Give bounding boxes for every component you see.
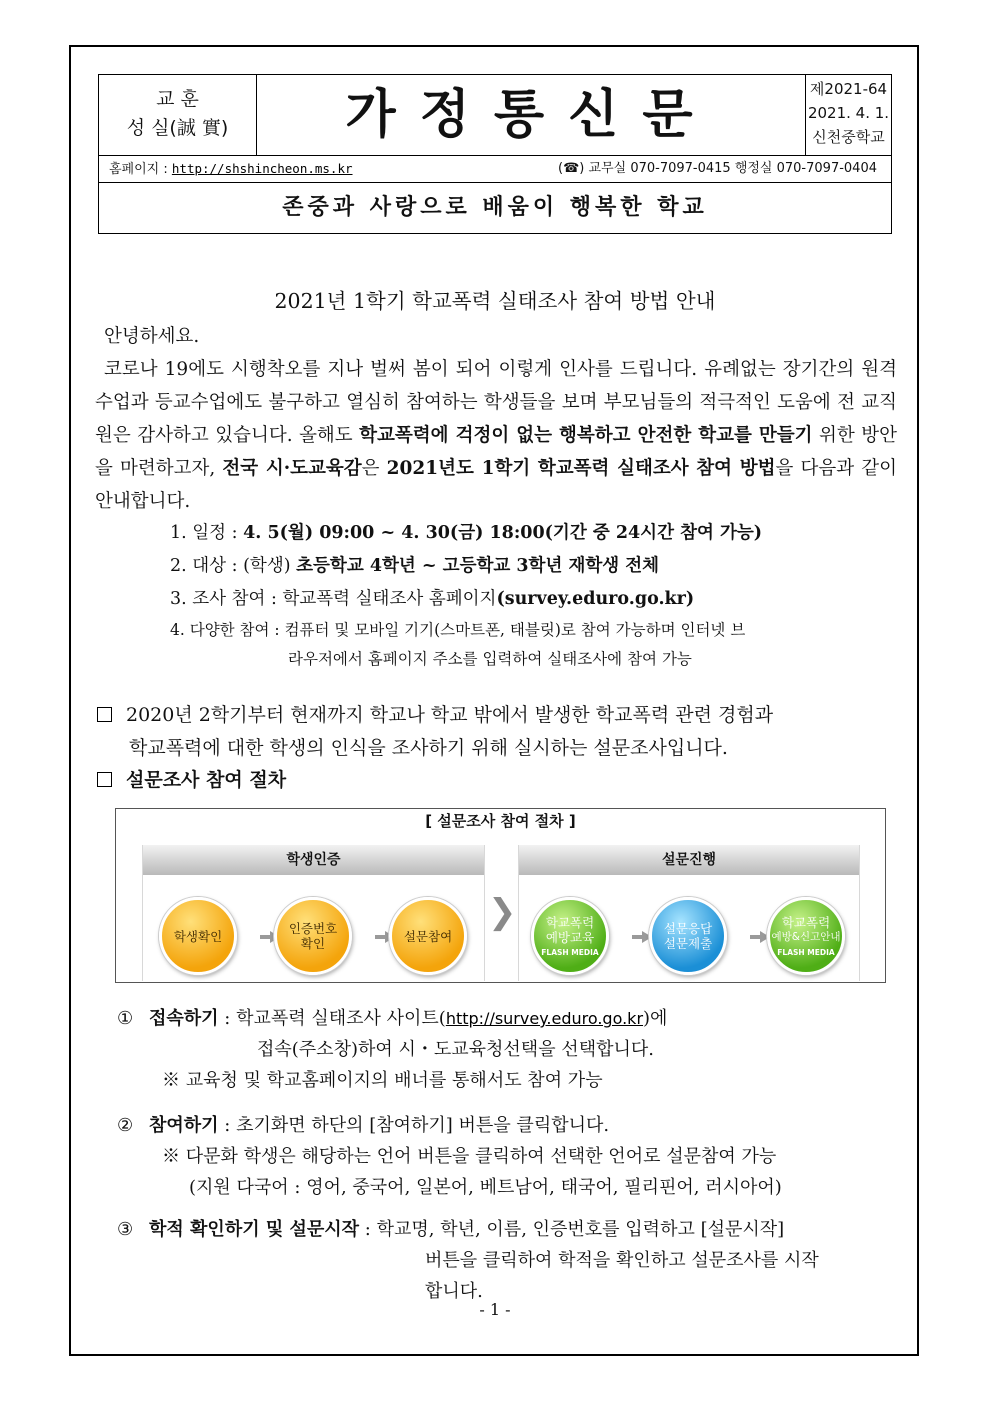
page-number: - 1 - — [479, 1300, 511, 1319]
chevron-right-icon: ❯ — [488, 892, 517, 932]
stage-survey-progress — [518, 845, 860, 981]
step-text: 접속(주소창)하여 시・도교육청선택을 선택합니다. — [257, 1039, 654, 1060]
step-prevention-education — [531, 897, 609, 975]
step-label: 인증번호 — [288, 921, 338, 936]
stage-label: 학생인증 — [143, 845, 484, 875]
list-item-devices-cont — [170, 645, 890, 674]
step-report-guide — [767, 897, 845, 975]
step-label: 학교폭력 — [781, 914, 831, 930]
phone-numbers: (☎) 교무실 070-7097-0415 행정실 070-7097-0404 — [558, 161, 877, 176]
step-text: : 학교명, 학년, 이름, 인증번호를 입력하고 [설문시작] — [359, 1219, 785, 1240]
step-label: 설문응답 — [663, 921, 713, 936]
stage-label: 설문진행 — [519, 845, 859, 875]
motto-value: 성 실(誠 實) — [126, 117, 229, 139]
step-student-check — [159, 897, 237, 975]
flash-media-label: FLASH MEDIA — [777, 947, 835, 957]
item-value: 4. 5(월) 09:00 ~ 4. 30(금) 18:00(기간 중 24시간 참여 가능) — [243, 523, 763, 543]
step-text: 합니다. — [425, 1281, 483, 1302]
intro-paragraph — [95, 353, 897, 518]
stage-student-auth — [142, 845, 485, 981]
step-label: 예방교육 — [545, 929, 595, 945]
homepage-link[interactable]: http://shshincheon.ms.kr — [171, 161, 353, 176]
step-label: 학생확인 — [173, 928, 223, 944]
homepage — [109, 156, 353, 182]
contact-bar — [99, 155, 891, 183]
intro-text-1: 코로나 19에도 시행착오를 지나 벌써 봄이 되어 이렇게 인사를 드립니다. 유례없는 장기간의 원격수업과 등교수업에도 불구하고 열심히 참여하는 학생들을 보며 부모님들의 적극적인 도움에 전 교직원은 감사하고 있습니다. 올해도 — [95, 359, 897, 446]
item-label: 1. 일정 : — [170, 523, 244, 543]
item-value: (survey.eduro.go.kr) — [496, 589, 695, 609]
flash-media-label: FLASH MEDIA — [541, 947, 599, 957]
desc-line-1: 2020년 2학기부터 현재까지 학교나 학교 밖에서 발생한 학교폭력 관련 경험과 — [126, 704, 774, 726]
issue-number: 제2021-64 — [809, 80, 888, 98]
diagram-title: [ 설문조사 참여 절차 ] — [425, 812, 576, 830]
school-motto — [99, 75, 257, 155]
step-survey-submit — [649, 897, 727, 975]
step-number: ① — [117, 1008, 134, 1029]
checkbox-icon — [97, 707, 112, 722]
desc-line-2: 학교폭력에 대한 학생의 인식을 조사하기 위해 실시하는 설문조사입니다. — [129, 737, 728, 759]
step-access — [117, 1003, 907, 1096]
step-text: 버튼을 클릭하여 학적을 확인하고 설문조사를 시작 — [425, 1250, 819, 1271]
step-label: 확인 — [300, 936, 326, 951]
step-participate — [117, 1110, 907, 1203]
item-label: 라우저에서 홈페이지 주소를 입력하여 실태조사에 참여 가능 — [288, 650, 692, 668]
issue-info — [805, 75, 891, 155]
step-title: 접속하기 — [149, 1008, 219, 1029]
list-item-devices — [170, 616, 890, 645]
intro-text-3: 은 — [361, 458, 387, 479]
survey-description — [97, 699, 897, 765]
item-label: 4. 다양한 참여 : 컴퓨터 및 모바일 기기(스마트폰, 태블릿)로 참여 가능하며 인터넷 브 — [170, 621, 746, 639]
step-number: ③ — [117, 1219, 134, 1240]
info-list — [170, 517, 890, 674]
step-note: (지원 다국어 : 영어, 중국어, 일본어, 베트남어, 태국어, 필리핀어, 러시아어) — [189, 1177, 782, 1198]
school-slogan: 존중과 사랑으로 배움이 행복한 학교 — [282, 195, 708, 220]
step-verify-start — [117, 1214, 907, 1307]
step-label: 설문제출 — [663, 936, 713, 951]
step-number: ② — [117, 1115, 134, 1136]
intro-text-4: 을 다음과 같이 안내합니다. — [95, 458, 897, 512]
procedure-diagram — [115, 808, 886, 983]
step-text: : 학교폭력 실태조사 사이트( — [218, 1008, 446, 1029]
step-text: : 초기화면 하단의 [참여하기] 버튼을 클릭합니다. — [218, 1115, 610, 1136]
greeting: 안녕하세요. — [104, 326, 200, 347]
procedure-heading — [97, 764, 897, 797]
step-label: 설문참여 — [403, 928, 453, 944]
step-label: 학교폭력 — [545, 914, 595, 930]
list-item-participation — [170, 583, 890, 616]
checkbox-icon — [97, 772, 112, 787]
homepage-label: 홈페이지 : — [109, 162, 172, 177]
school-name: 신천중학교 — [812, 128, 885, 146]
step-label: 예방&신고안내 — [771, 930, 841, 943]
step-note: ※ 다문화 학생은 해당하는 언어 버튼을 클릭하여 선택한 언어로 설문참여 가능 — [162, 1146, 777, 1167]
item-label: 3. 조사 참여 : 학교폭력 실태조사 홈페이지 — [170, 589, 497, 609]
procedure-title: 설문조사 참여 절차 — [126, 769, 287, 791]
step-title: 참여하기 — [149, 1115, 219, 1136]
step-auth-code — [274, 897, 352, 975]
survey-link[interactable]: http://survey.eduro.go.kr — [445, 1009, 644, 1028]
intro-bold-2: 전국 시·도교육감 — [222, 458, 362, 479]
item-value: 초등학교 4학년 ~ 고등학교 3학년 재학생 전체 — [296, 556, 660, 576]
list-item-target — [170, 550, 890, 583]
document-title: 2021년 1학기 학교폭력 실태조사 참여 방법 안내 — [274, 289, 716, 313]
step-survey-join — [389, 897, 467, 975]
newsletter-title: 가정통신문 — [345, 85, 717, 145]
list-item-schedule — [170, 517, 890, 550]
step-note: ※ 교육청 및 학교홈페이지의 배너를 통해서도 참여 가능 — [162, 1070, 603, 1091]
newsletter-header — [98, 74, 892, 234]
step-text: )에 — [643, 1008, 668, 1029]
item-label: 2. 대상 : (학생) — [170, 556, 297, 576]
issue-date: 2021. 4. 1. — [807, 104, 890, 122]
intro-text-2: 위한 방안을 마련하고자, — [95, 425, 897, 479]
motto-label: 교 훈 — [156, 88, 199, 110]
intro-bold-3: 2021년도 1학기 학교폭력 실태조사 참여 방법 — [386, 458, 776, 479]
step-title: 학적 확인하기 및 설문시작 — [149, 1219, 360, 1240]
intro-bold-1: 학교폭력에 걱정이 없는 행복하고 안전한 학교를 만들기 — [359, 425, 813, 446]
